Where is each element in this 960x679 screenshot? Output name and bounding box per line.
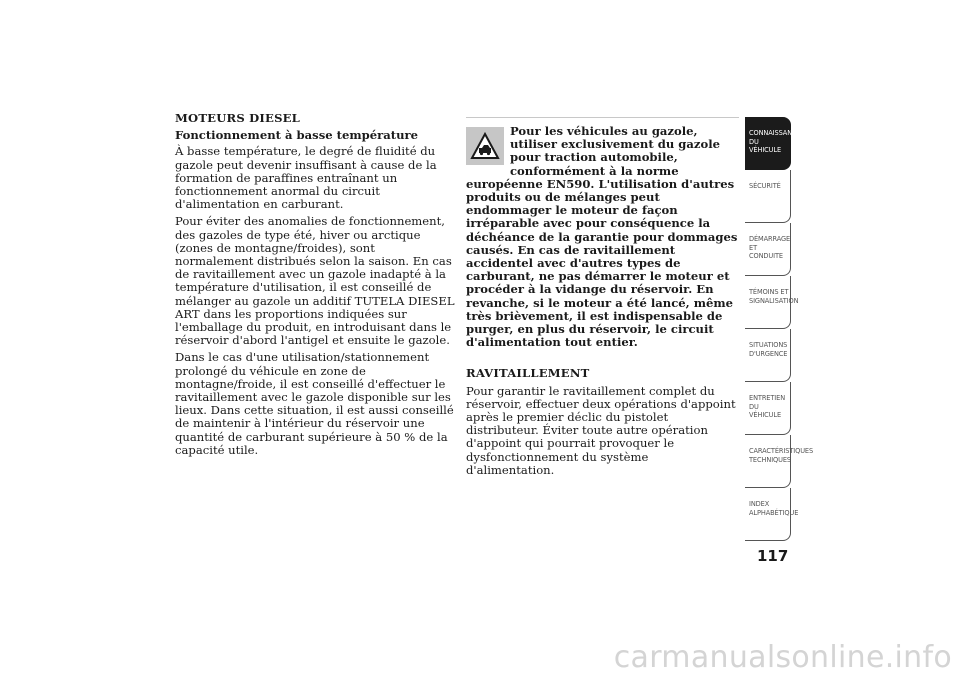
paragraph-1: À basse température, le degré de fluidité du gazole peut devenir insuffisant à cause de la formation de paraffines entraînant un fonctionnement anormal du circuit d'alimentation en carburant. [175,144,437,212]
subheading-low-temperature: Fonctionnement à basse température [175,128,419,143]
warning-text: Pour les véhicules au gazole, utiliser exclusivement du gazole pour traction automobile, conformément à la norme européenne EN590. L'utilisation d'autres produits ou de mélanges peut endommager le moteur de façon irréparable avec pour conséquence la déchéance de la garantie pour dommages causés. En cas de ravitaillement accidentel avec d'autres types de carburant, ne pas démarrer le moteur et procéder à la vidange du réservoir. En revanche, si le moteur a été lancé, même très brièvement, il est indispensable de purger, en plus du réservoir, le circuit d'alimentation tout entier. [466,124,738,350]
paragraph-3: Dans le cas d'une utilisation/stationnement prolongé du véhicule en zone de montagne/froide, il est conseillé d'effectuer le ravitaillement avec le gazole disponible sur les lieux. Dans cette situation, il est aussi conseillé de maintenir à l'intérieur du réservoir une quantité de carburant supérieure à 50 % de la capacité utile. [175,350,454,457]
tab-connaissance-vehicule[interactable]: CONNAISSANCE DU VÉHICULE [745,117,791,170]
tab-entretien-vehicule[interactable]: ENTRETIEN DU VÉHICULE [745,382,791,435]
section-heading-refuelling: RAVITAILLEMENT [466,366,590,381]
watermark: carmanualsonline.info [613,640,952,675]
tab-index-alphabetique[interactable]: INDEX ALPHABÉTIQUE [745,488,791,541]
chapter-tabs [745,117,814,541]
tab-securite[interactable]: SÉCURITÉ [745,170,791,223]
tab-demarrage-conduite[interactable]: DÉMARRAGE ET CONDUITE [745,223,791,276]
refuelling-paragraph: Pour garantir le ravitaillement complet du réservoir, effectuer deux opérations d'appoint après le premier déclic du pistolet distributeur. Éviter toute autre opération d'appoint qui pourrait provoquer le dysfonctionnement du système d'alimentation. [466,383,736,477]
section-heading-diesel: MOTEURS DIESEL [175,111,301,125]
tab-caracteristiques-techniques[interactable]: CARACTÉRISTIQUES TECHNIQUES [745,435,791,488]
fuel-warning-icon [466,127,504,165]
page-number: 117 [757,547,789,565]
tab-situations-urgence[interactable]: SITUATIONS D'URGENCE [745,329,791,382]
right-column [466,117,739,477]
left-column [175,112,455,461]
paragraph-2: Pour éviter des anomalies de fonctionnement, des gazoles de type été, hiver ou arctique (zones de montagne/froides), sont normalement distribués selon la saison. En cas de ravitaillement avec un gazole inadapté à la température d'utilisation, il est conseillé de mélanger au gazole un additif TUTELA DIESEL ART dans les proportions indiquées sur l'emballage du produit, en introduisant dans le réservoir d'abord l'antigel et ensuite le gazole. [175,214,455,348]
tab-temoins-signalisation[interactable]: TÉMOINS ET SIGNALISATION [745,276,791,329]
warning-box [466,125,739,349]
